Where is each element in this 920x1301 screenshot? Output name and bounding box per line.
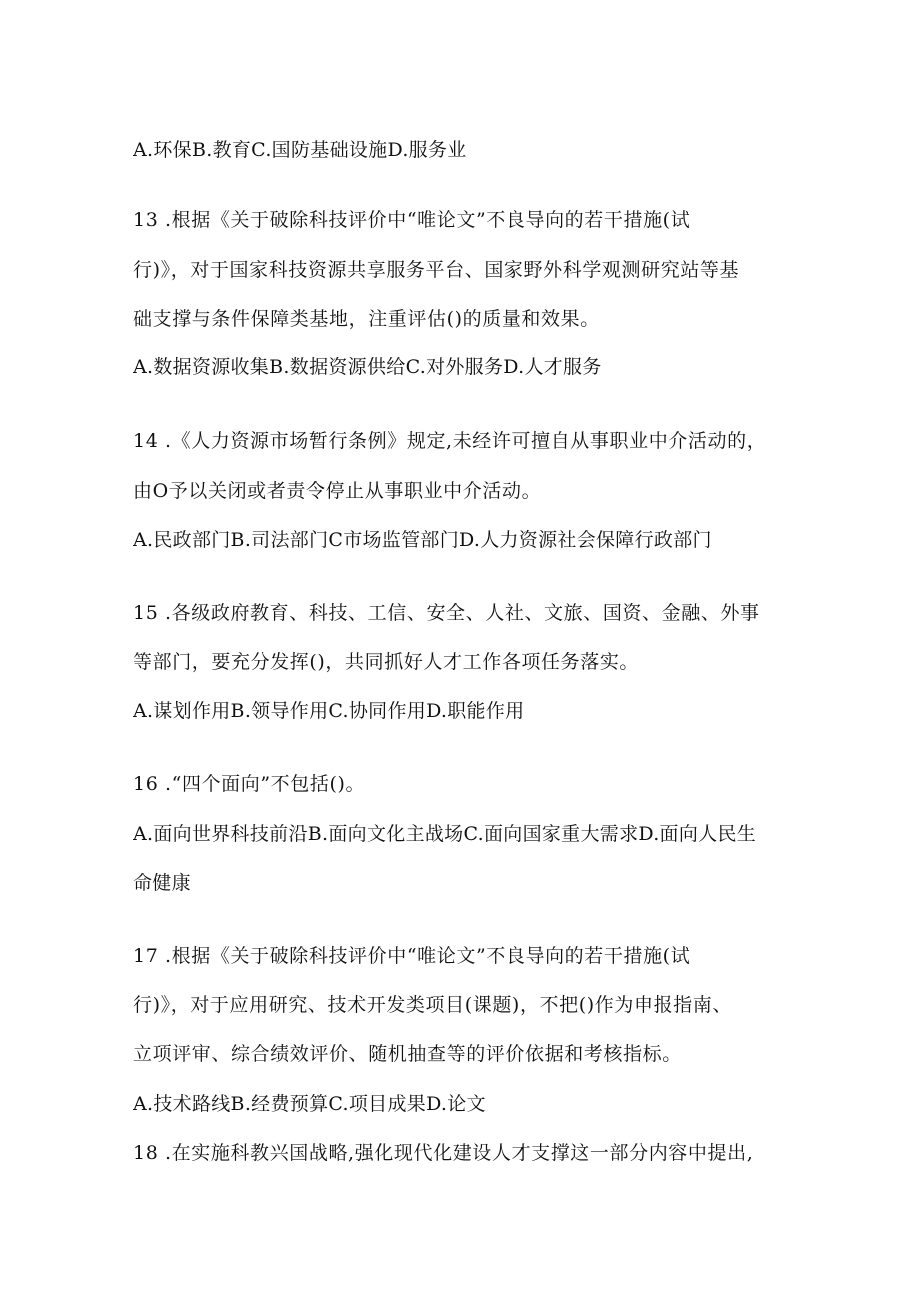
q15-stem-line-2: 等部门，要充分发挥()，共同抓好人才工作各项任务落实。 [133,651,640,673]
q17-options: A.技术路线B.经费预算C.项目成果D.论文 [133,1093,486,1115]
q17-stem-line-2: 行)》，对于应用研究、技术开发类项目(课题)，不把()作为申报指南、 [133,994,732,1016]
q16-options-line-2: 命健康 [133,872,191,894]
q13-options: A.数据资源收集B.数据资源供给C.对外服务D.人才服务 [133,356,602,378]
q13-stem-line-3: 础支撑与条件保障类基地，注重评估()的质量和效果。 [133,308,600,330]
q17-stem-line-3: 立项评审、综合绩效评价、随机抽查等的评价依据和考核指标。 [133,1043,682,1065]
q14-stem-line-2: 由O予以关闭或者责令停止从事职业中介活动。 [133,480,542,502]
q14-stem-line-1: 14 .《人力资源市场暂行条例》规定,未经许可擅自从事职业中介活动的， [133,430,767,452]
q18-stem-line-1: 18 .在实施科教兴国战略,强化现代化建设人才支撑这一部分内容中提出, [133,1142,754,1164]
q12-options: A.环保B.教育C.国防基础设施D.服务业 [133,139,467,161]
q15-stem-line-1: 15 .各级政府教育、科技、工信、安全、人社、文旅、国资、金融、外事 [133,602,760,624]
q13-stem-line-1: 13 .根据《关于破除科技评价中“唯论文”不良导向的若干措施(试 [133,209,691,231]
q16-stem: 16 .“四个面向”不包括()。 [133,773,366,795]
q14-options: A.民政部门B.司法部门C市场监管部门D.人力资源社会保障行政部门 [133,529,712,551]
q16-options-line-1: A.面向世界科技前沿B.面向文化主战场C.面向国家重大需求D.面向人民生 [133,823,757,845]
q17-stem-line-1: 17 .根据《关于破除科技评价中“唯论文”不良导向的若干措施(试 [133,945,691,967]
q13-stem-line-2: 行)》，对于国家科技资源共享服务平台、国家野外科学观测研究站等基 [133,259,740,281]
q15-options: A.谋划作用B.领导作用C.协同作用D.职能作用 [133,700,525,722]
